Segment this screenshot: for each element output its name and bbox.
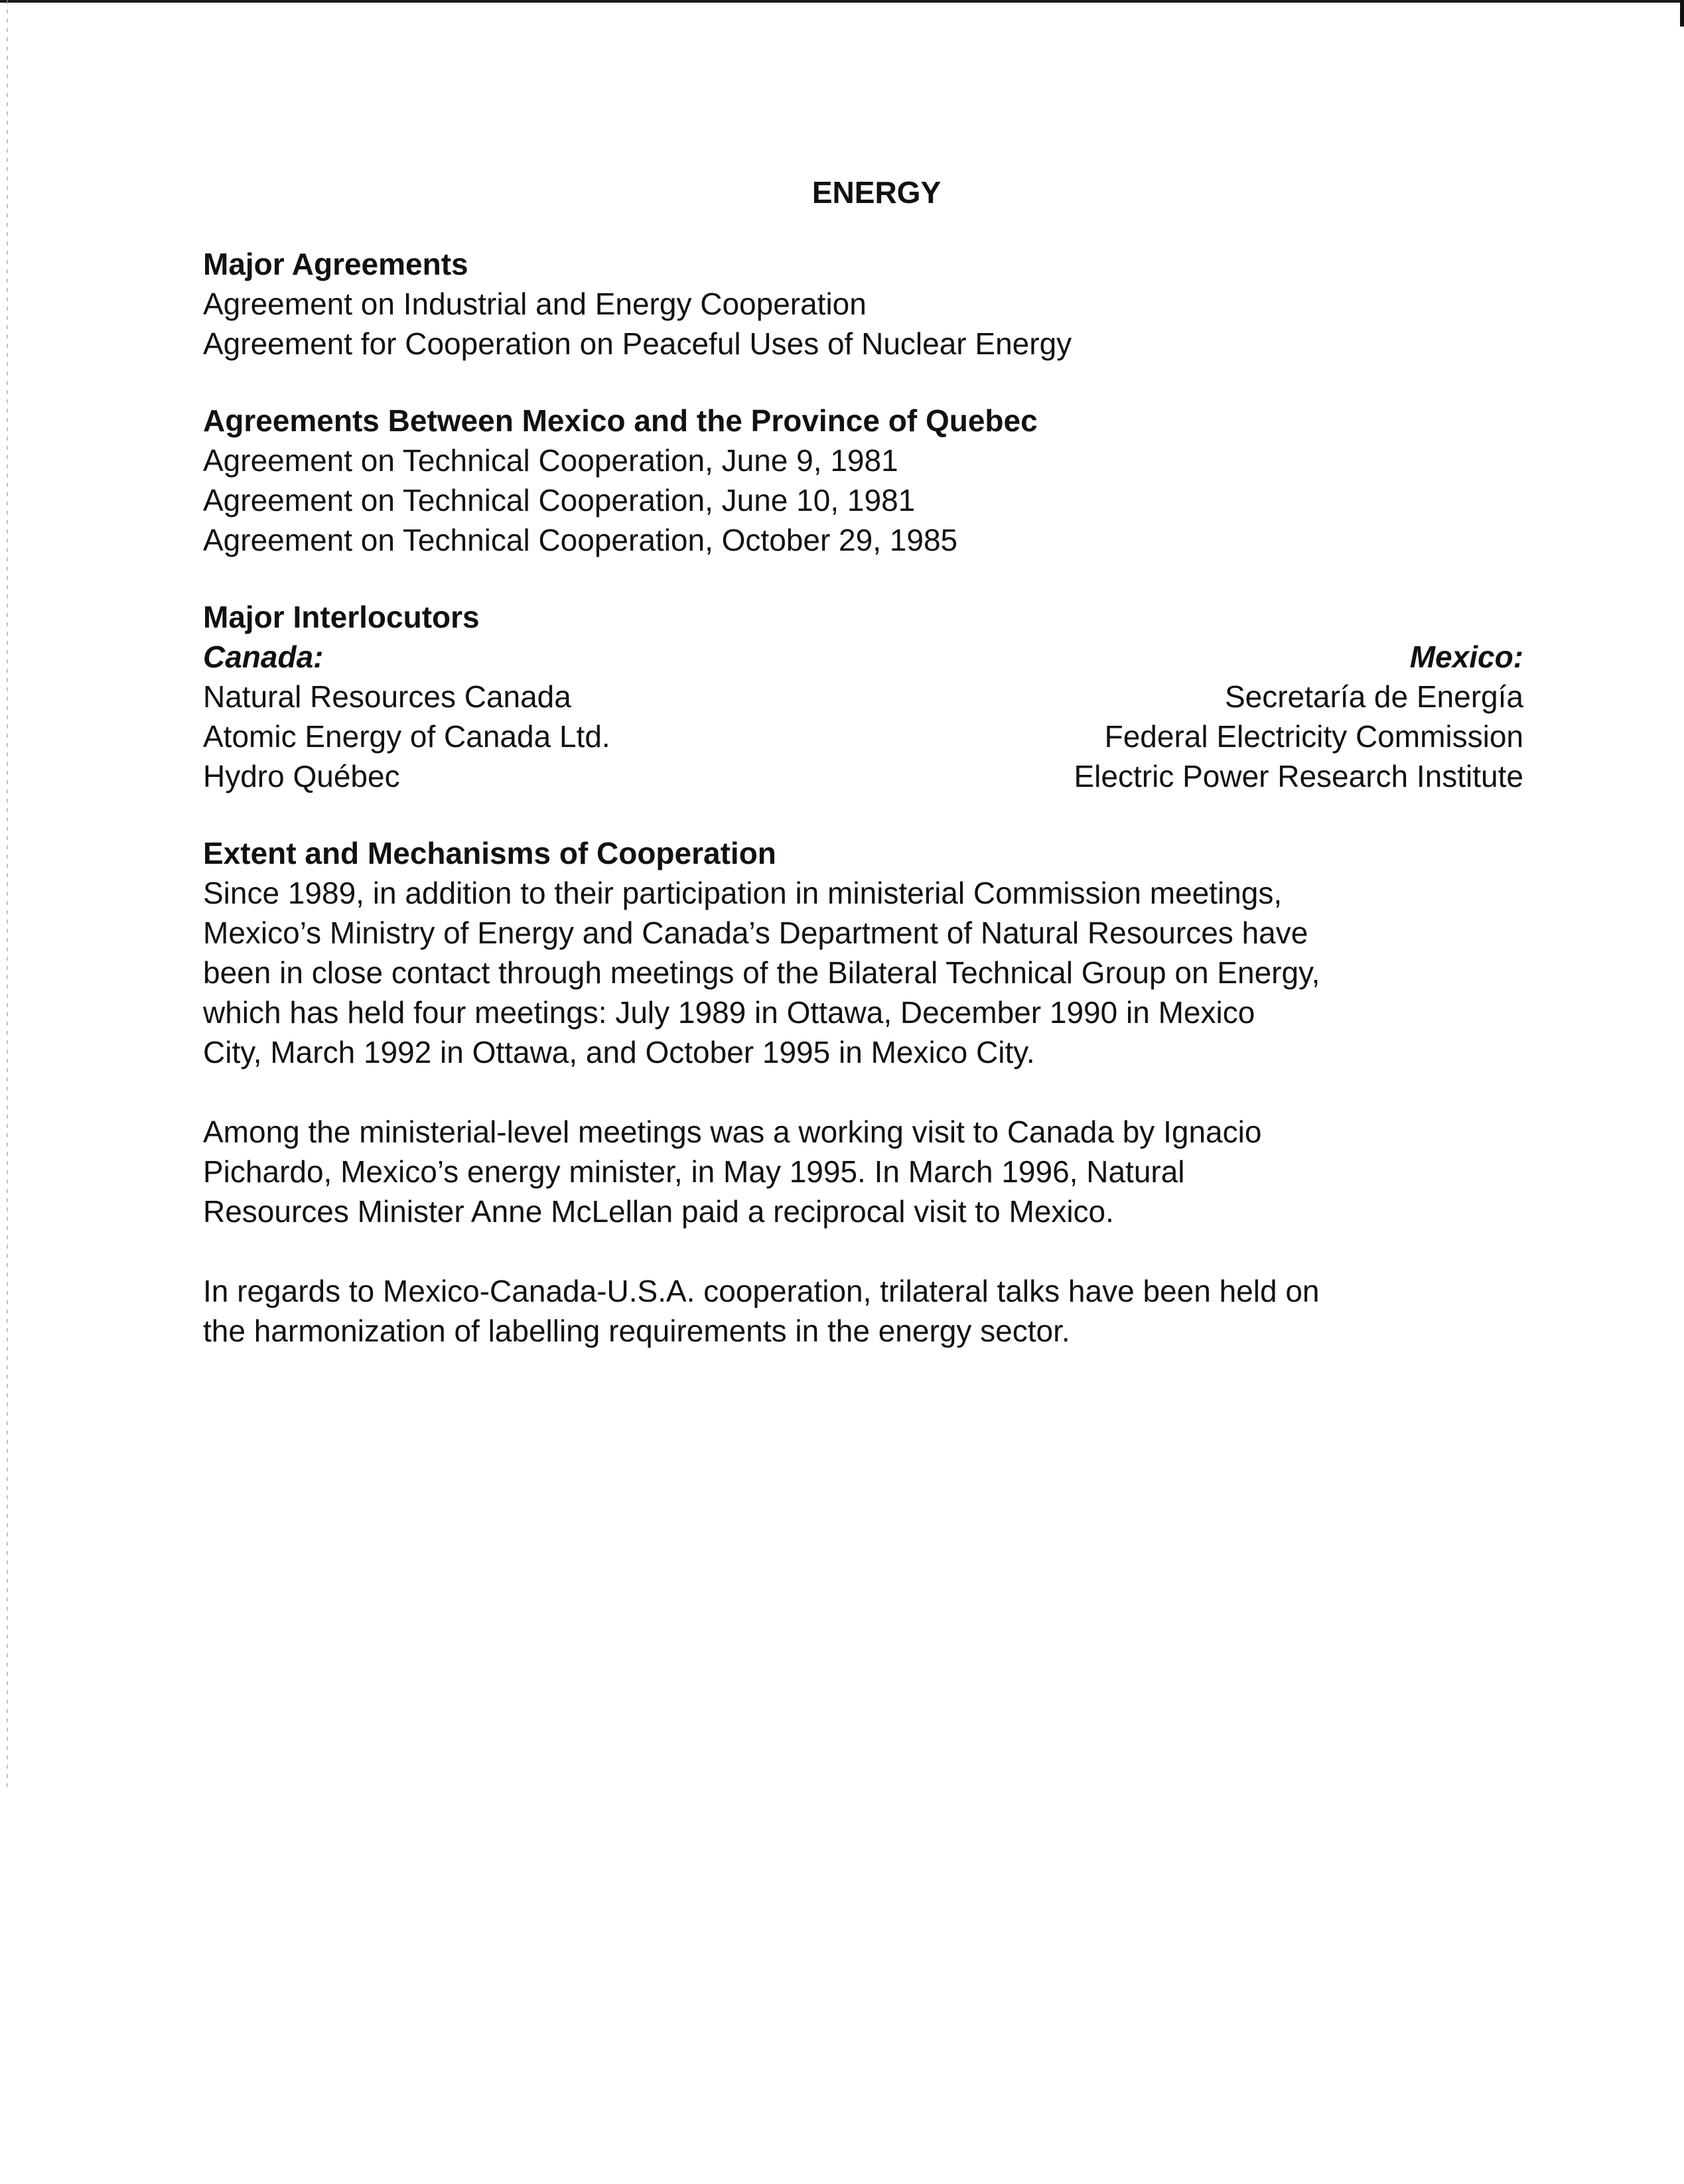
paragraph-line: Resources Minister Anne McLellan paid a reciprocal visit to Mexico. [203,1194,1114,1229]
paragraph-line: been in close contact through meetings of the Bilateral Technical Group on Energy, [203,955,1320,990]
mexico-label: Mexico: [1409,640,1523,674]
cooperation-paragraph [203,873,1523,1072]
canada-interlocutor: Hydro Québec [203,759,400,793]
cooperation-heading: Extent and Mechanisms of Cooperation [203,836,776,870]
paragraph-line: which has held four meetings: July 1989 in Ottawa, December 1990 in Mexico [203,995,1255,1030]
paragraph-line: Mexico’s Ministry of Energy and Canada’s Department of Natural Resources have [203,916,1308,950]
canada-interlocutor: Natural Resources Canada [203,679,571,714]
canada-column [203,637,610,796]
document-page [203,172,1523,1391]
mexico-column [1074,637,1524,796]
interlocutors-heading: Major Interlocutors [203,600,480,634]
paragraph-line: City, March 1992 in Ottawa, and October 1995 in Mexico City. [203,1035,1035,1069]
cooperation-paragraph [203,1271,1523,1351]
quebec-agreements-section [203,401,1523,560]
quebec-agreement-item: Agreement on Technical Cooperation, October 29, 1985 [203,523,958,557]
major-agreements-section [203,244,1523,364]
scan-edge-left [7,0,8,1791]
canada-label: Canada: [203,640,324,674]
cooperation-paragraph [203,1112,1523,1231]
major-agreement-item: Agreement on Industrial and Energy Cooperation [203,287,867,321]
canada-interlocutor: Atomic Energy of Canada Ltd. [203,719,610,754]
scan-edge-top [0,0,1684,3]
paragraph-line: Since 1989, in addition to their participation in ministerial Commission meetings, [203,876,1283,910]
major-agreement-item: Agreement for Cooperation on Peaceful Uses of Nuclear Energy [203,326,1072,361]
cooperation-section [203,833,1523,1351]
paragraph-line: the harmonization of labelling requirements in the energy sector. [203,1314,1070,1348]
interlocutors-section [203,597,1523,796]
paragraph-line: In regards to Mexico-Canada-U.S.A. cooperation, trilateral talks have been held on [203,1274,1320,1308]
mexico-interlocutor: Electric Power Research Institute [1074,759,1523,793]
quebec-agreement-item: Agreement on Technical Cooperation, June 10, 1981 [203,483,916,517]
mexico-interlocutor: Federal Electricity Commission [1104,719,1523,754]
quebec-agreements-heading: Agreements Between Mexico and the Province of Quebec [203,403,1038,438]
quebec-agreement-item: Agreement on Technical Cooperation, June 9, 1981 [203,443,898,478]
paragraph-line: Pichardo, Mexico’s energy minister, in May 1995. In March 1996, Natural [203,1154,1185,1189]
paragraph-line: Among the ministerial-level meetings was a working visit to Canada by Ignacio [203,1115,1262,1149]
major-agreements-heading: Major Agreements [203,247,468,281]
mexico-interlocutor: Secretaría de Energía [1224,679,1523,714]
page-title: ENERGY [811,175,942,210]
interlocutors-columns [203,637,1523,796]
scan-edge-right [1680,0,1684,27]
